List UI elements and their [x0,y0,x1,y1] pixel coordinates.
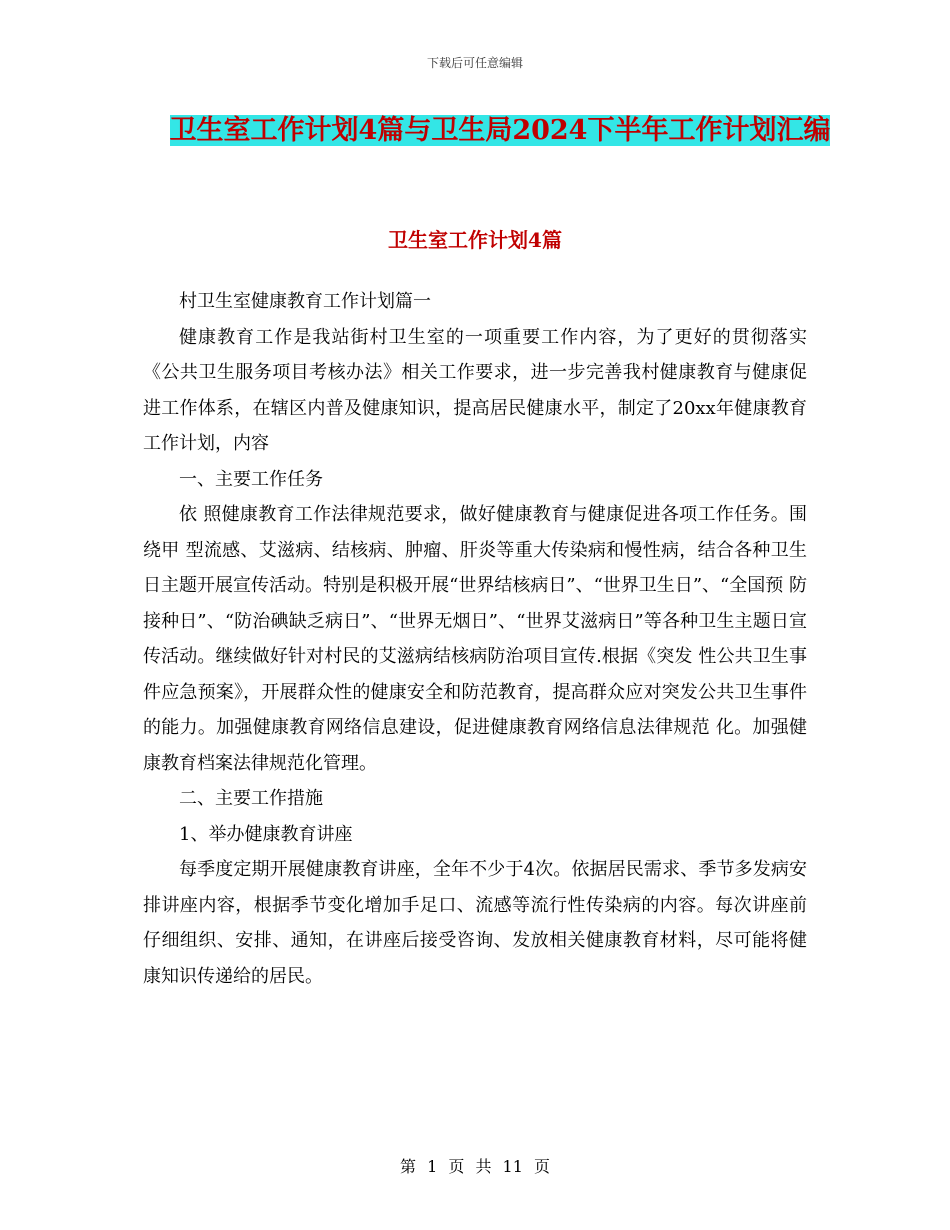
paragraph: 每季度定期开展健康教育讲座，全年不少于4次。依据居民需求、季节多发病安排讲座内容，根据季节变化增加手足口、流感等流行性传染病的内容。每次讲座前仔细组织、安排、通知，在讲座后接受咨询、发放相关健康教育材料，尽可能将健康知识传递给的居民。 [143,859,807,987]
paragraph: 二、主要工作措施 [179,788,323,809]
paragraph: 村卫生室健康教育工作计划篇一 [179,291,431,312]
section-heading: 卫生室工作计划4篇 [388,228,562,252]
paragraph: 1、举办健康教育讲座 [179,823,353,845]
paragraph: 一、主要工作任务 [179,468,323,490]
paragraph: 依 照健康教育工作法律规范要求，做好健康教育与健康促进各项工作任务。围绕甲 型流感、艾滋病、结核病、肿瘤、肝炎等重大传染病和慢性病，结合各种卫生日主题开展宣传活动。特别是积极开展“世界结核病日”、“世界卫生日”、“全国预 防接种日”、“防治碘缺乏病日”、“世界无烟日”、“世界艾滋病日”等各种卫生主题日宣传活动。继续做好针对村民的艾滋病结核病防治项目宣传.根据《突发 性公共卫生事件应急预案》，开展群众性的健康安全和防范教育，提高群众应对突发公共卫生事件的能力。加强健康教育网络信息建设，促进健康教育网络信息法律规范 化。加强健康教育档案法律规范化管理。 [143,504,807,774]
paragraph: 健康教育工作是我站街村卫生室的一项重要工作内容，为了更好的贯彻落实《公共卫生服务项目考核办法》相关工作要求，进一步完善我村健康教育与健康促进工作体系，在辖区内普及健康知识，提高居民健康水平，制定了20xx年健康教育工作计划，内容 [143,326,807,454]
document-title-text: 卫生室工作计划4篇与卫生局2024下半年工作计划汇编 [169,115,831,146]
page-footer: 第 1 页 共 11 页 [400,1157,550,1176]
document-body [143,284,807,994]
page-header-note: 下载后可任意编辑 [426,56,523,70]
document-title [140,108,860,154]
